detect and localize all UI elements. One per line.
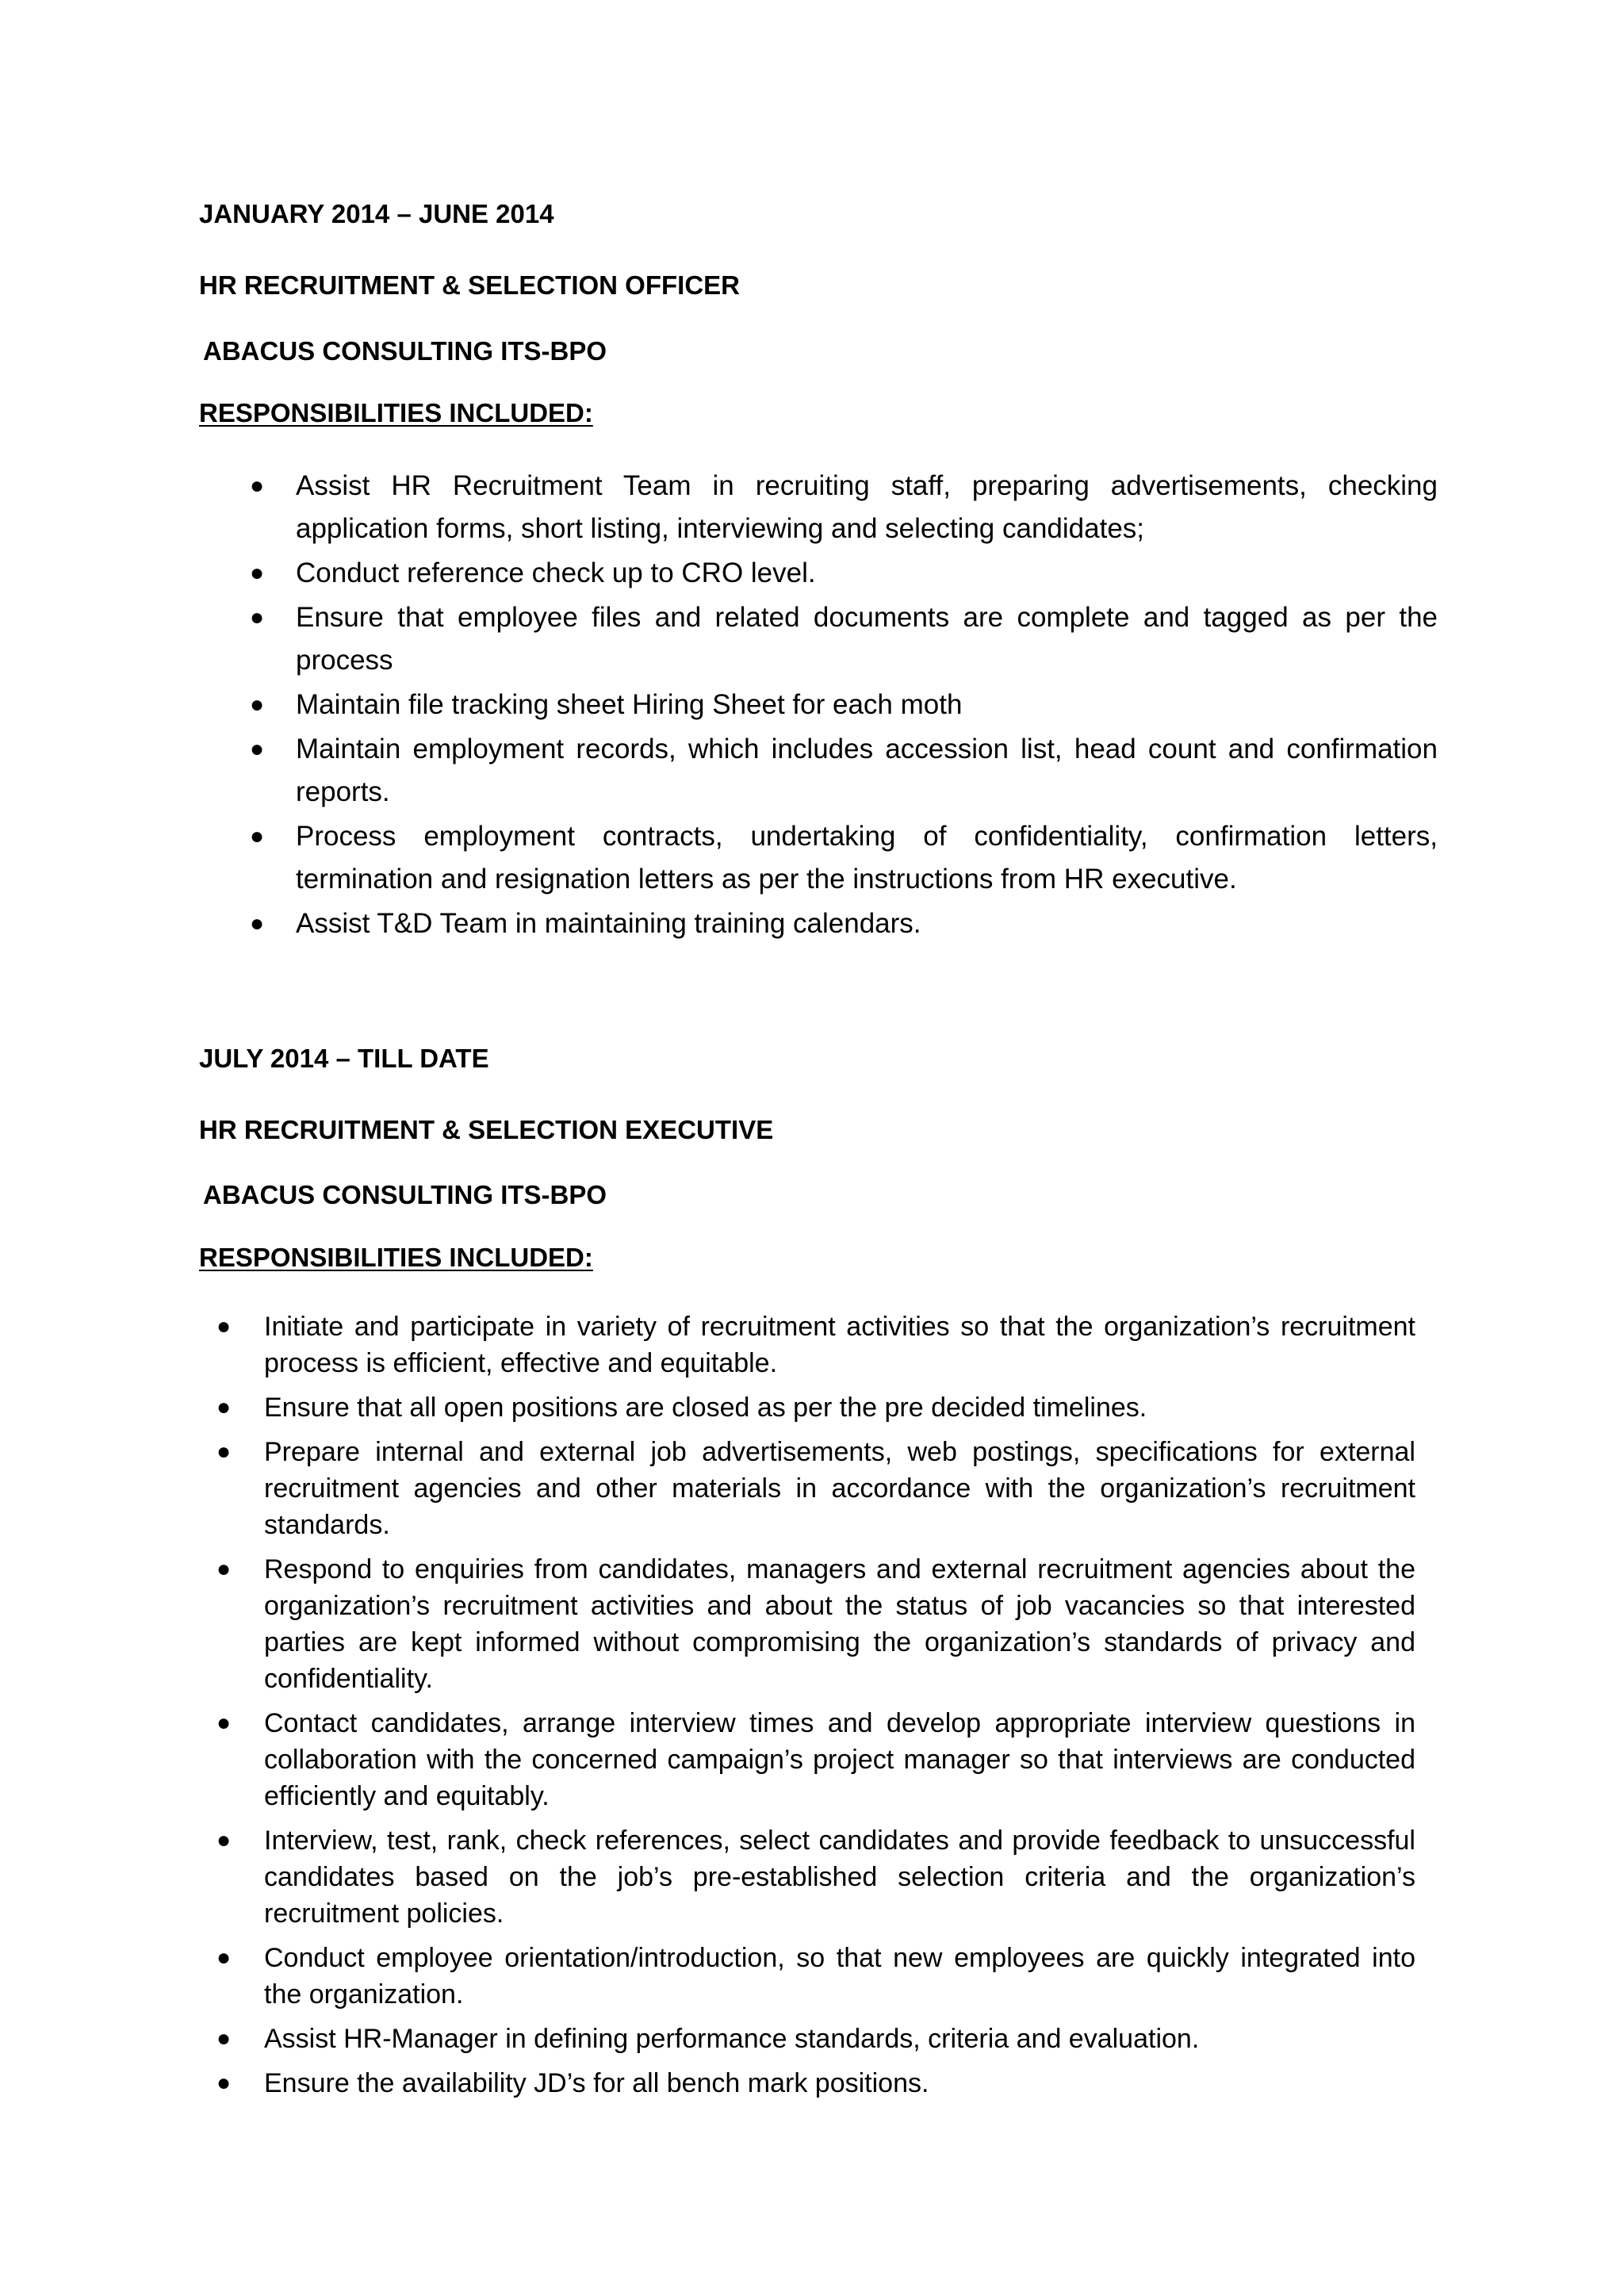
- bullet-icon: ●: [250, 560, 265, 586]
- bullet-icon: ●: [250, 604, 265, 630]
- bullet-icon: ●: [250, 910, 265, 937]
- bullet-icon: ●: [250, 736, 265, 762]
- bullet-icon: ●: [216, 1313, 232, 1339]
- list-item: [250, 552, 1438, 595]
- bullet-icon: ●: [216, 2025, 232, 2052]
- list-item-text: Ensure that all open positions are closed as per the pre decided timelines.: [264, 1393, 1147, 1423]
- bullet-icon: ●: [216, 1556, 232, 1582]
- list-item: [250, 902, 1438, 945]
- list-item-text: Ensure the availability JD’s for all bench mark positions.: [264, 2068, 929, 2098]
- list-item: [216, 2021, 1415, 2057]
- list-item-text: Respond to enquiries from candidates, managers and external recruitment agencies about the organization’s recruitment activities and about the status of job vacancies so that interested parties are kept informed without compromising the organization’s standards of privacy and confidentiality.: [264, 1554, 1415, 1694]
- list-item: [216, 2065, 1415, 2102]
- list-item: [216, 1551, 1415, 1697]
- list-item-text: Assist HR-Manager in defining performance standards, criteria and evaluation.: [264, 2024, 1200, 2054]
- bullet-icon: ●: [216, 1710, 232, 1736]
- section-2-job-title: HR RECRUITMENT & SELECTION EXECUTIVE: [199, 1115, 774, 1144]
- list-item: [250, 684, 1438, 726]
- bullet-icon: ●: [216, 1944, 232, 1971]
- list-item: [216, 1434, 1415, 1543]
- list-item-text: Process employment contracts, undertaking of confidentiality, confirmation letters, termination and resignation letters as per the instructions from HR executive.: [296, 821, 1438, 895]
- list-item: [216, 1940, 1415, 2013]
- list-item-text: Conduct reference check up to CRO level.: [296, 557, 816, 588]
- bullet-icon: ●: [216, 1827, 232, 1853]
- list-item-text: Conduct employee orientation/introduction, so that new employees are quickly integrated into the organization.: [264, 1943, 1415, 2010]
- section-2-responsibilities-list: [216, 1308, 1415, 2109]
- list-item: [250, 815, 1438, 901]
- list-item: [250, 596, 1438, 682]
- list-item-text: Contact candidates, arrange interview times and develop appropriate interview questions in collaboration with the concerned campaign’s project manager so that interviews are conducted efficiently and equitably.: [264, 1708, 1415, 1811]
- section-1-period: JANUARY 2014 – JUNE 2014: [199, 199, 554, 228]
- section-1-job-title: HR RECRUITMENT & SELECTION OFFICER: [199, 270, 740, 300]
- list-item-text: Assist T&D Team in maintaining training calendars.: [296, 908, 921, 939]
- list-item: [216, 1822, 1415, 1932]
- bullet-icon: ●: [216, 1394, 232, 1420]
- bullet-icon: ●: [216, 2070, 232, 2096]
- list-item: [216, 1705, 1415, 1814]
- list-item: [250, 465, 1438, 550]
- bullet-icon: ●: [250, 473, 265, 499]
- bullet-icon: ●: [216, 1439, 232, 1465]
- bullet-icon: ●: [250, 823, 265, 849]
- section-1-responsibilities-heading: RESPONSIBILITIES INCLUDED:: [199, 398, 593, 427]
- list-item-text: Initiate and participate in variety of recruitment activities so that the organization’s recruitment process is efficient, effective and equitable.: [264, 1312, 1415, 1378]
- list-item-text: Interview, test, rank, check references, select candidates and provide feedback to unsuccessful candidates based on the job’s pre-established selection criteria and the organization’s recruitment policies.: [264, 1826, 1415, 1929]
- section-1-responsibilities-list: [250, 465, 1438, 947]
- list-item-text: Assist HR Recruitment Team in recruiting staff, preparing advertisements, checking application forms, short listing, interviewing and selecting candidates;: [296, 470, 1438, 544]
- bullet-icon: ●: [250, 692, 265, 718]
- list-item-text: Maintain file tracking sheet Hiring Sheet for each moth: [296, 689, 963, 720]
- list-item-text: Maintain employment records, which includes accession list, head count and confirmation reports.: [296, 734, 1438, 807]
- section-2-period: JULY 2014 – TILL DATE: [199, 1044, 489, 1073]
- list-item-text: Prepare internal and external job advertisements, web postings, specifications for external recruitment agencies and other materials in accordance with the organization’s recruitment standards.: [264, 1437, 1415, 1540]
- list-item: [216, 1389, 1415, 1426]
- section-2-company: ABACUS CONSULTING ITS-BPO: [203, 1180, 607, 1209]
- list-item: [216, 1308, 1415, 1381]
- list-item: [250, 728, 1438, 814]
- section-2-responsibilities-heading: RESPONSIBILITIES INCLUDED:: [199, 1243, 593, 1272]
- section-1-company: ABACUS CONSULTING ITS-BPO: [203, 336, 607, 366]
- list-item-text: Ensure that employee files and related documents are complete and tagged as per the process: [296, 602, 1438, 676]
